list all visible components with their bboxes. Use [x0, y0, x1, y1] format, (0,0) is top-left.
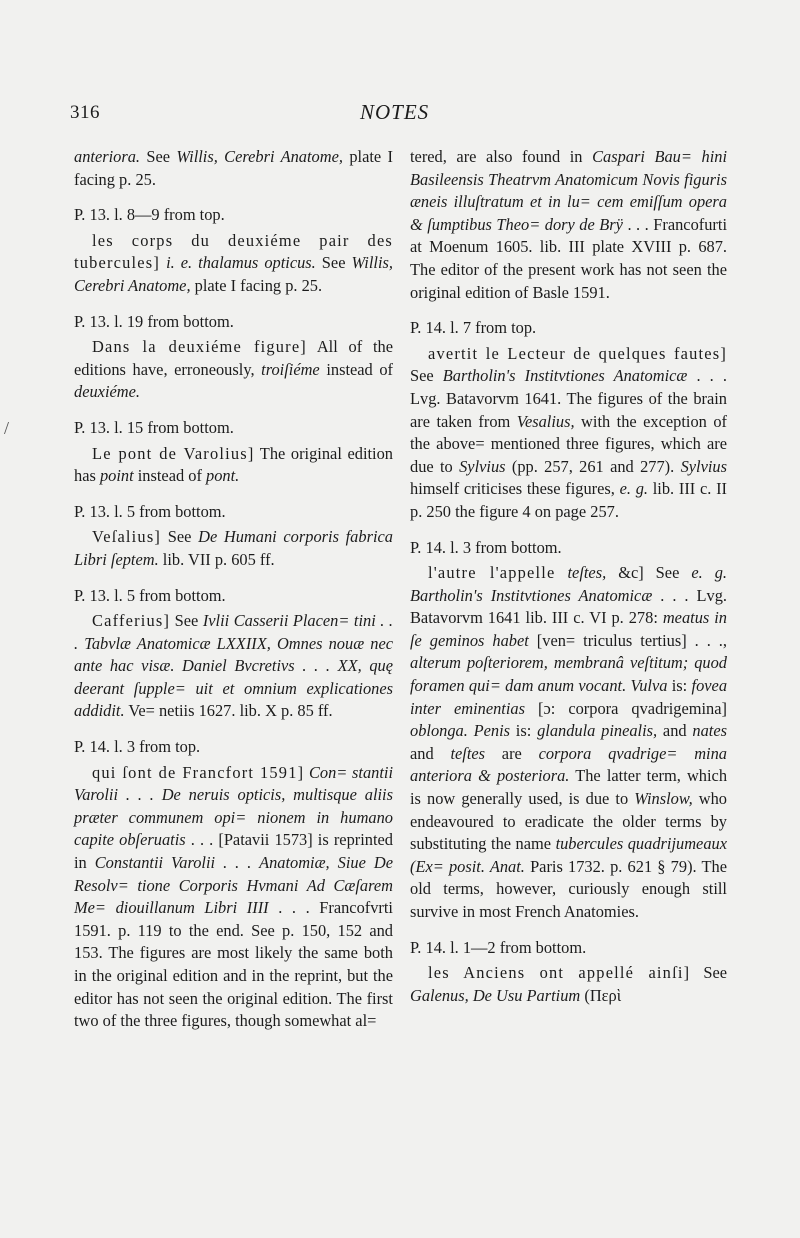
text-run: plate I facing p. 25.: [74, 147, 393, 189]
lemma-text: avertit le Lecteur de quelques fautes]: [428, 343, 727, 363]
note-text: [410, 343, 727, 524]
text-run: All of the editions have, erroneously,: [74, 337, 393, 379]
text-run: See: [140, 147, 177, 166]
note-text: [74, 230, 393, 298]
text-run: with the exception of the above= mentioned three figures, which are due to: [410, 411, 727, 476]
text-run: See: [170, 611, 203, 631]
note-entry: [74, 736, 393, 1033]
lemma-text: les Anciens ont appellé ainſi]: [428, 963, 691, 983]
note-reference: P. 13. l. 8—9 from top.: [74, 205, 225, 225]
text-run: . . . Francofurti at Moenum 1605. lib. III plate XVIII p. 687. The editor of the present work has not seen the original edition of Basle 1591.: [410, 214, 727, 302]
text-run: lib. III c. II p. 250 the figure 4 on page 257.: [410, 479, 728, 521]
italic-text: Galenus, De Usu Partium: [410, 985, 581, 1005]
note-entry: [74, 311, 393, 404]
text-run: [ɔ: corpora qvadrigemina]: [525, 698, 727, 718]
lemma-text: l'autre l'appelle: [428, 563, 556, 583]
text-run: [556, 563, 568, 582]
note-entry: [410, 537, 727, 924]
right-column: [410, 146, 727, 1020]
text-run: [ven= triculus tertius] . . .,: [528, 630, 728, 650]
note-text: [74, 336, 393, 404]
note-entry: [74, 417, 393, 488]
note-entry: [74, 501, 393, 572]
lemma-text: qui ſont de Francfort 1591]: [92, 762, 305, 782]
text-run: See: [690, 963, 728, 983]
italic-text: Caspari Bau= hini Basileensis Theatrvm Anatomicum Novis figuris æneis illuſtratum et in lu= cem emiſſum opera & ſumptibus Theo= dory de Brÿ: [410, 147, 727, 234]
note-reference: P. 13. l. 5 from bottom.: [74, 585, 226, 605]
note-reference: P. 13. l. 5 from bottom.: [74, 501, 226, 521]
text-run: See: [161, 527, 199, 547]
lemma-text: Le pont de Varolius]: [92, 443, 255, 463]
italic-text: e. g.: [619, 479, 649, 499]
italic-text: teſtes,: [567, 563, 607, 583]
italic-text: pont.: [206, 466, 240, 486]
text-run: . . . [Patavii 1573] is reprinted in: [74, 830, 393, 873]
text-run: who endeavoured to eradicate the older terms by substituting the name: [410, 789, 728, 854]
italic-text: teſtes: [450, 743, 486, 763]
italic-text: Winslow,: [634, 789, 693, 809]
text-run: (Περὶ: [580, 985, 622, 1005]
italic-text: Vesalius,: [516, 411, 575, 431]
text-run: is:: [510, 721, 538, 741]
margin-mark: /: [4, 418, 10, 438]
italic-text: alterum poſteriorem, membranâ veſtitum; quod foramen qui= dam anum vocant. Vulva: [410, 653, 727, 696]
note-reference: P. 14. l. 3 from top.: [74, 737, 201, 757]
italic-text: deuxiéme.: [74, 382, 140, 402]
italic-text: fovea inter eminentias: [410, 676, 728, 718]
italic-text: Ivlii Casserii Placen= tini . . . Tabvlæ Anatomicæ LXXIIX, Omnes nouæ nec ante hac visæ. Daniel Bvcretivs . . . XX, quę deerant ſupple= uit et omnium explicationes addidit.: [74, 611, 393, 721]
note-text: [410, 146, 727, 304]
text-run: . . . Lvg. Batavorvm 1641. The figures of the brain are taken from: [410, 366, 727, 431]
text-run: . . . Lvg. Batavorvm 1641 lib. III c. VI p. 278:: [410, 585, 727, 628]
text-run: lib. VII p. 605 ff.: [158, 549, 275, 569]
text-run: tered, are also found in: [410, 147, 593, 166]
note-text: [410, 562, 727, 924]
text-run: See: [315, 253, 352, 273]
note-reference: P. 14. l. 1—2 from bottom.: [410, 937, 587, 957]
text-run: See: [410, 366, 443, 386]
italic-text: corpora qvadrige= mina anteriora & posteriora.: [410, 743, 727, 786]
note-entry: [410, 146, 727, 304]
text-run: plate I facing p. 25.: [190, 275, 323, 295]
text-run: instead of: [133, 466, 207, 486]
running-head: NOTES: [360, 100, 430, 124]
note-entry: [410, 317, 727, 523]
italic-text: Willis, Cerebri Anatome,: [176, 147, 343, 166]
lemma-text: les corps du deuxiéme pair des tubercules]: [74, 230, 393, 273]
note-reference: P. 13. l. 15 from bottom.: [74, 417, 234, 437]
note-entry: [74, 146, 393, 191]
text-run: and: [410, 743, 451, 763]
text-run: himself criticises these figures,: [410, 479, 620, 499]
page-number: 316: [70, 102, 100, 123]
note-reference: P. 14. l. 3 from bottom.: [410, 537, 562, 557]
text-run: is:: [667, 676, 692, 696]
italic-text: Con= stantii Varolii . . . De neruis opticis, multisque aliis præter communem opi= nionem in humano capite obſeruatis: [74, 762, 393, 850]
italic-text: Sylvius: [459, 456, 506, 476]
italic-text: anteriora.: [74, 147, 141, 166]
left-column: [74, 146, 393, 1046]
italic-text: tubercules quadrijumeaux (Ex= posit. Anat.: [410, 834, 727, 876]
text-run: are: [485, 743, 539, 763]
italic-text: Constantii Varolii . . . Anatomiæ, Siue De Resolv= tione Corporis Hvmani Ad Cæſarem Me= diouillanum Libri IIII: [74, 853, 393, 918]
italic-text: i. e. thalamus opticus.: [166, 253, 316, 273]
note-reference: P. 13. l. 19 from bottom.: [74, 311, 234, 331]
note-entry: [410, 937, 727, 1008]
note-text: [74, 526, 393, 571]
italic-text: point: [99, 466, 134, 486]
note-entry: [74, 585, 393, 724]
page-header: [70, 102, 730, 132]
note-text: [410, 962, 727, 1007]
note-text: [74, 443, 393, 488]
italic-text: Sylvius: [680, 456, 727, 476]
text-run: The original edition has: [74, 443, 393, 486]
text-run: The latter term, which is now generally used, is due to: [410, 766, 728, 809]
note-text: [74, 610, 393, 723]
italic-text: oblonga. Penis: [410, 721, 511, 741]
italic-text: Willis, Cerebri Anatome,: [74, 253, 393, 295]
note-text: [74, 146, 393, 191]
text-run: &c] See: [606, 563, 692, 583]
italic-text: glandula pinealis,: [537, 721, 658, 741]
lemma-text: Dans la deuxiéme figure]: [92, 337, 307, 357]
lemma-text: Veſalius]: [92, 527, 162, 547]
text-run: (pp. 257, 261 and 277).: [505, 456, 681, 476]
italic-text: Bartholin's Institvtiones Anatomicæ: [442, 366, 688, 386]
italic-text: meatus in ſe geminos habet: [410, 608, 727, 650]
text-run: instead of: [319, 359, 393, 379]
text-run: and: [657, 721, 693, 741]
note-text: [74, 762, 393, 1033]
text-run: Ve= netiis 1627. lib. X p. 85 ff.: [124, 701, 333, 721]
note-reference: P. 14. l. 7 from top.: [410, 318, 537, 338]
italic-text: De Humani corporis fabrica Libri ſeptem.: [74, 527, 393, 569]
lemma-text: Cafferius]: [92, 611, 171, 631]
italic-text: troiſiéme: [261, 359, 320, 379]
text-run: . . . Francofvrti 1591. p. 119 to the end. See p. 150, 152 and 153. The figures are most likely the same both in the original edition and in the reprint, but the editor has not seen the original edition. The first two of the three figures, though somewhat al=: [74, 898, 393, 1031]
text-run: Paris 1732. p. 621 § 79). The old terms, however, curiously enough still survive in most French Anatomies.: [410, 856, 727, 921]
italic-text: nates: [692, 721, 727, 741]
note-entry: [74, 204, 393, 297]
italic-text: e. g. Bartholin's Institvtiones Anatomicæ: [410, 563, 728, 605]
